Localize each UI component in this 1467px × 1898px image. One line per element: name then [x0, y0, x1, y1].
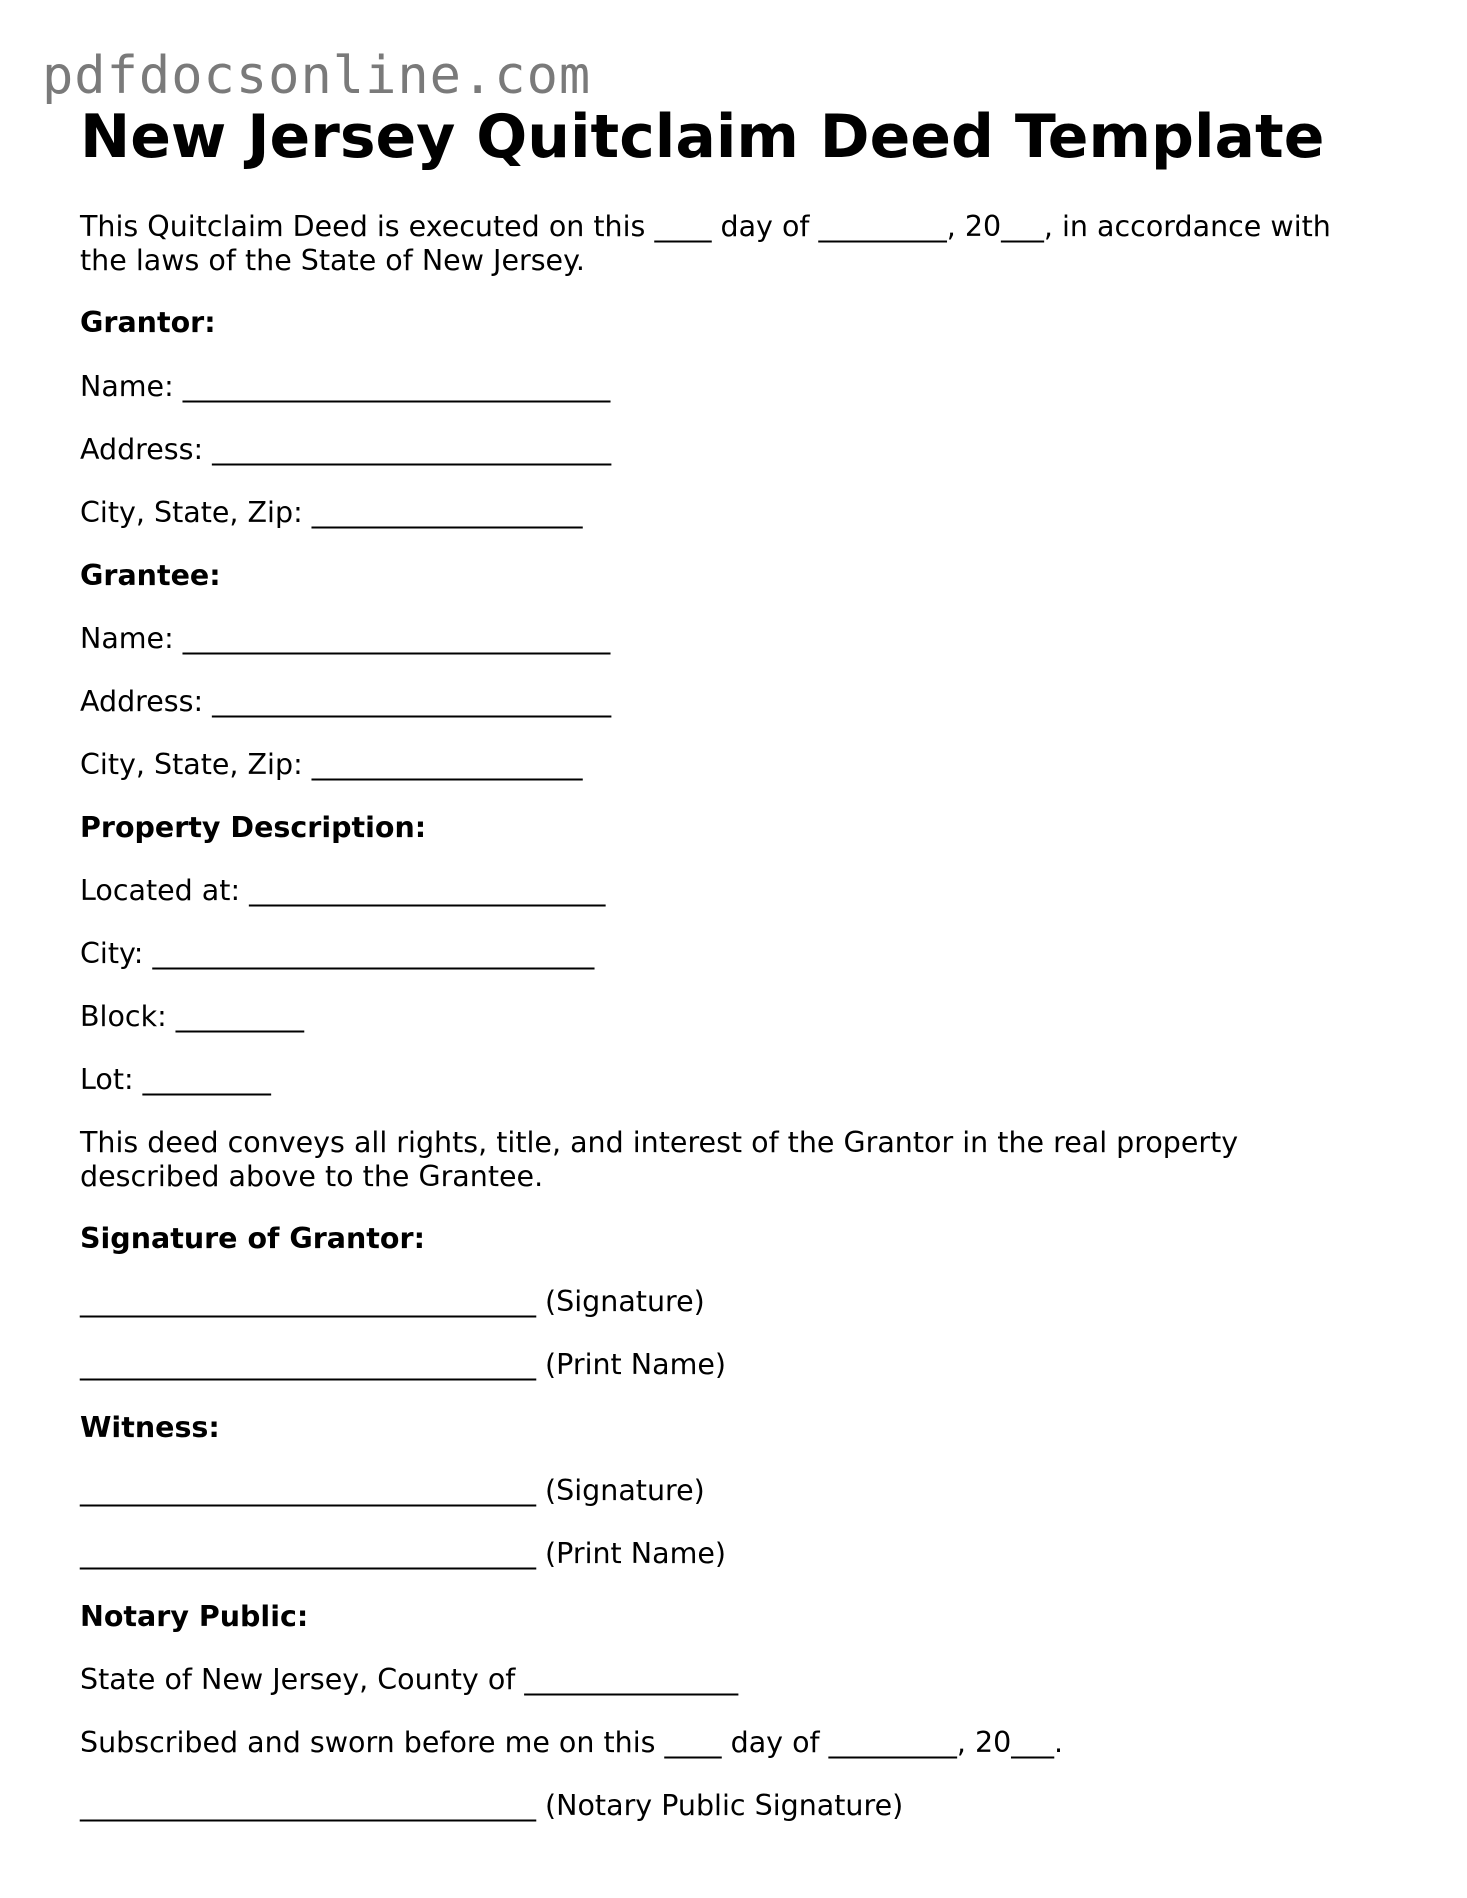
property-lot-field: Lot: _________ — [80, 1063, 271, 1096]
notary-county-line: State of New Jersey, County of _______________ — [80, 1663, 739, 1696]
property-block-field: Block: _________ — [80, 1000, 304, 1033]
intro-line-2: the laws of the State of New Jersey. — [80, 244, 585, 277]
grantor-address-field: Address: ____________________________ — [80, 433, 612, 466]
notary-sworn-line: Subscribed and sworn before me on this ____ day of _________, 20___. — [80, 1726, 1064, 1759]
grantee-city-state-zip-field: City, State, Zip: ___________________ — [80, 748, 583, 781]
grantee-heading: Grantee: — [80, 559, 221, 592]
watermark: pdfdocsonline.com — [42, 46, 592, 106]
grantor-print-name-line: ________________________________ (Print Name) — [80, 1348, 726, 1381]
grantee-name-field: Name: ______________________________ — [80, 622, 611, 655]
witness-print-name-line: ________________________________ (Print Name) — [80, 1537, 726, 1570]
property-heading: Property Description: — [80, 811, 427, 844]
grantee-address-field: Address: ____________________________ — [80, 685, 612, 718]
conveyance-line-2: described above to the Grantee. — [80, 1160, 544, 1193]
page-title: New Jersey Quitclaim Deed Template — [80, 102, 1325, 172]
property-city-field: City: _______________________________ — [80, 937, 595, 970]
notary-signature-line: ________________________________ (Notary Public Signature) — [80, 1789, 904, 1822]
grantor-city-state-zip-field: City, State, Zip: ___________________ — [80, 496, 583, 529]
conveyance-line-1: This deed conveys all rights, title, and interest of the Grantor in the real property — [80, 1126, 1239, 1159]
grantor-signature-heading: Signature of Grantor: — [80, 1222, 425, 1255]
grantor-heading: Grantor: — [80, 306, 216, 339]
witness-heading: Witness: — [80, 1411, 220, 1444]
intro-line-1: This Quitclaim Deed is executed on this ____ day of _________, 20___, in accordance with — [80, 210, 1331, 243]
grantor-signature-line: ________________________________ (Signature) — [80, 1285, 705, 1318]
property-located-at-field: Located at: _________________________ — [80, 874, 606, 907]
notary-heading: Notary Public: — [80, 1600, 309, 1633]
witness-signature-line: ________________________________ (Signature) — [80, 1474, 705, 1507]
grantor-name-field: Name: ______________________________ — [80, 370, 611, 403]
